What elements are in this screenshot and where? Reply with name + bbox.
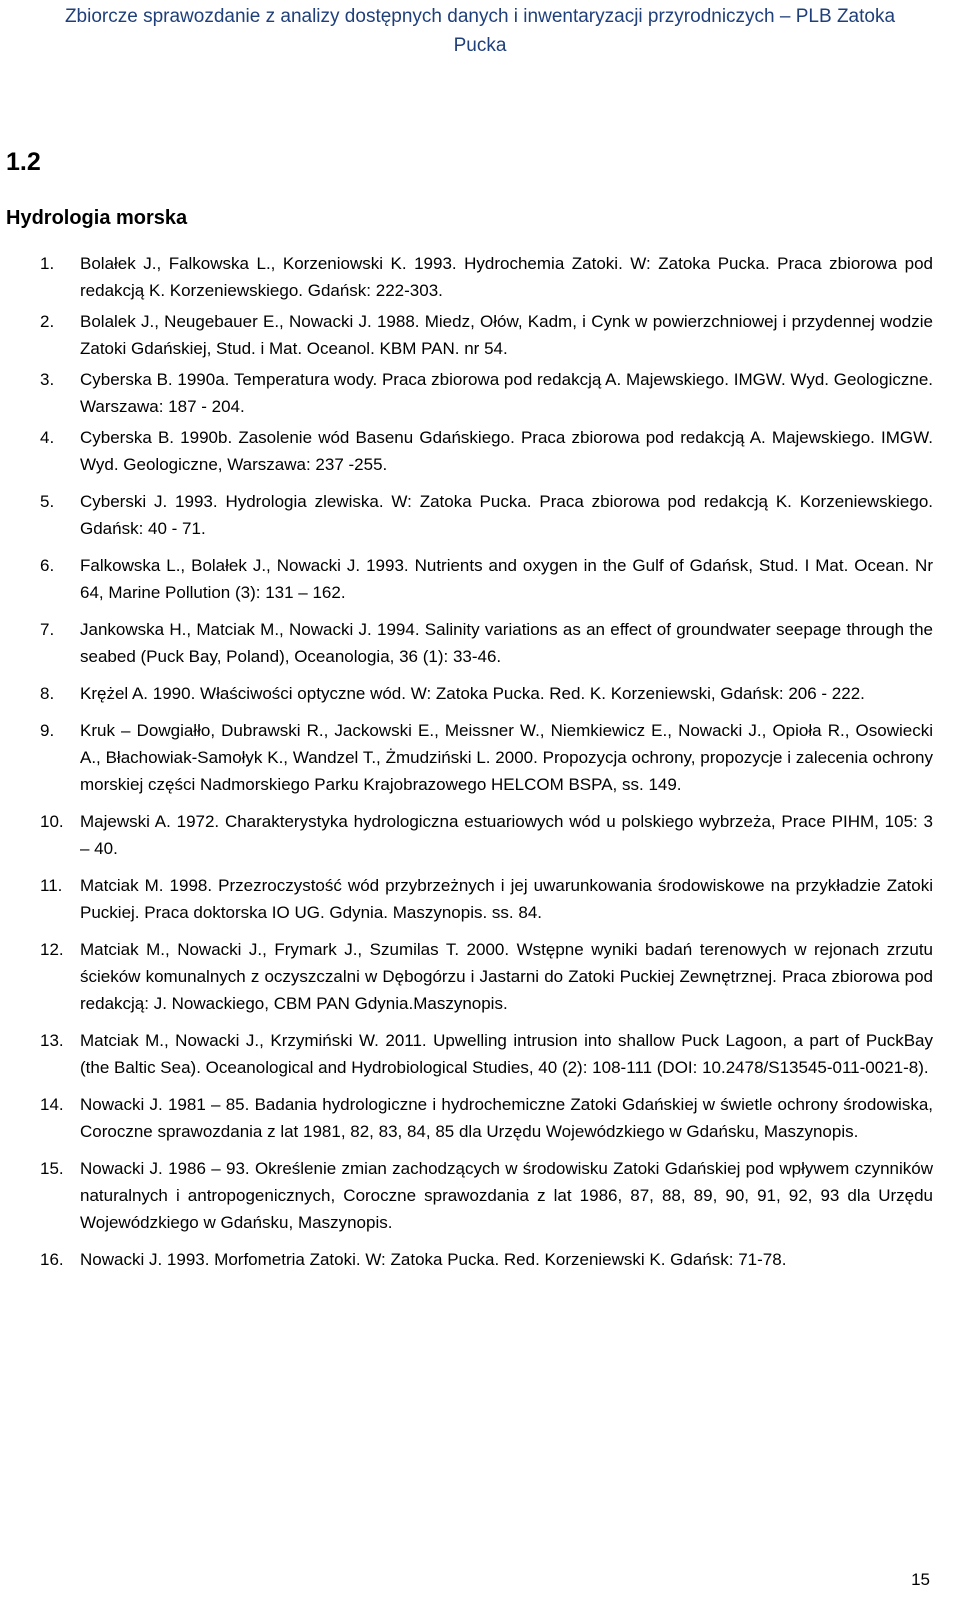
reference-list xyxy=(0,250,960,1283)
page-header xyxy=(0,0,960,60)
reference-text: Cyberska B. 1990a. Temperatura wody. Praca zbiorowa pod redakcją A. Majewskiego. IMGW. Wyd. Geologiczne. Warszawa: 187 - 204. xyxy=(80,370,933,416)
reference-item-12 xyxy=(0,936,960,1017)
section-title: Hydrologia morska xyxy=(6,207,188,229)
reference-item-3 xyxy=(0,366,960,420)
reference-item-8 xyxy=(0,680,960,707)
reference-text: Majewski A. 1972. Charakterystyka hydrologiczna estuariowych wód u polskiego wybrzeża, Prace PIHM, 105: 3 – 40. xyxy=(80,812,933,858)
reference-text: Falkowska L., Bolałek J., Nowacki J. 1993. Nutrients and oxygen in the Gulf of Gdańsk, Stud. I Mat. Ocean. Nr 64, Marine Pollution (3): 131 – 162. xyxy=(80,556,933,602)
header-line-2: Pucka xyxy=(453,35,507,56)
reference-number: 7. xyxy=(40,620,55,639)
reference-number: 11. xyxy=(40,876,63,895)
reference-text: Matciak M. 1998. Przezroczystość wód przybrzeżnych i jej uwarunkowania środowiskowe na przykładzie Zatoki Puckiej. Praca doktorska IO UG. Gdynia. Maszynopis. ss. 84. xyxy=(80,876,933,922)
page-number: 15 xyxy=(911,1570,930,1589)
reference-item-5 xyxy=(0,488,960,542)
reference-text: Krężel A. 1990. Właściwości optyczne wód. W: Zatoka Pucka. Red. K. Korzeniewski, Gdańsk: 206 - 222. xyxy=(80,684,865,703)
header-line-1: Zbiorcze sprawozdanie z analizy dostępnych danych i inwentaryzacji przyrodniczych – PLB Zatoka xyxy=(64,6,896,27)
reference-number: 15. xyxy=(40,1159,64,1178)
reference-text: Bolałek J., Falkowska L., Korzeniowski K. 1993. Hydrochemia Zatoki. W: Zatoka Pucka. Praca zbiorowa pod redakcją K. Korzeniewskiego. Gdańsk: 222-303. xyxy=(80,254,933,300)
reference-item-13 xyxy=(0,1027,960,1081)
reference-item-2 xyxy=(0,308,960,362)
reference-text: Bolalek J., Neugebauer E., Nowacki J. 1988. Miedz, Ołów, Kadm, i Cynk w powierzchniowej i przydennej wodzie Zatoki Gdańskiej, Stud. i Mat. Oceanol. KBM PAN. nr 54. xyxy=(80,312,933,358)
reference-item-1 xyxy=(0,250,960,304)
reference-number: 9. xyxy=(40,721,55,740)
section-number: 1.2 xyxy=(6,148,41,176)
reference-item-4 xyxy=(0,424,960,478)
reference-item-11 xyxy=(0,872,960,926)
reference-text: Cyberska B. 1990b. Zasolenie wód Basenu Gdańskiego. Praca zbiorowa pod redakcją A. Majewskiego. IMGW. Wyd. Geologiczne, Warszawa: 237 -255. xyxy=(80,428,933,474)
reference-item-6 xyxy=(0,552,960,606)
reference-number: 4. xyxy=(40,428,55,447)
reference-number: 13. xyxy=(40,1031,64,1050)
reference-text: Kruk – Dowgiałło, Dubrawski R., Jackowski E., Meissner W., Niemkiewicz E., Nowacki J., Opioła R., Osowiecki A., Błachowiak-Samołyk K., Wandzel T., Żmudziński L. 2000. Propozycja ochrony, propozycje i zalecenia ochrony morskiej części Nadmorskiego Parku Krajobrazowego HELCOM BSPA, ss. 149. xyxy=(80,721,933,794)
reference-item-14 xyxy=(0,1091,960,1145)
reference-number: 5. xyxy=(40,492,55,511)
reference-text: Matciak M., Nowacki J., Krzymiński W. 2011. Upwelling intrusion into shallow Puck Lagoon, a part of PuckBay (the Baltic Sea). Oceanological and Hydrobiological Studies, 40 (2): 108-111 (DOI: 10.2478/S13545-011-0021-8). xyxy=(80,1031,933,1077)
reference-number: 1. xyxy=(40,254,55,273)
reference-text: Nowacki J. 1981 – 85. Badania hydrologiczne i hydrochemiczne Zatoki Gdańskiej w świetle ochrony środowiska, Coroczne sprawozdania z lat 1981, 82, 83, 84, 85 dla Urzędu Wojewódzkiego w Gdańsku, Maszynopis. xyxy=(80,1095,933,1141)
reference-number: 2. xyxy=(40,312,55,331)
reference-number: 3. xyxy=(40,370,55,389)
reference-number: 12. xyxy=(40,940,64,959)
reference-item-7 xyxy=(0,616,960,670)
reference-number: 14. xyxy=(40,1095,64,1114)
reference-text: Nowacki J. 1986 – 93. Określenie zmian zachodzących w środowisku Zatoki Gdańskiej pod wpływem czynników naturalnych i antropogenicznych, Coroczne sprawozdania z lat 1986, 87, 88, 89, 90, 91, 92, 93 dla Urzędu Wojewódzkiego w Gdańsku, Maszynopis. xyxy=(80,1159,933,1232)
reference-number: 8. xyxy=(40,684,55,703)
reference-item-10 xyxy=(0,808,960,862)
reference-item-15 xyxy=(0,1155,960,1236)
reference-number: 16. xyxy=(40,1250,64,1269)
reference-number: 6. xyxy=(40,556,55,575)
reference-text: Matciak M., Nowacki J., Frymark J., Szumilas T. 2000. Wstępne wyniki badań terenowych w rejonach zrzutu ścieków komunalnych z oczyszczalni w Dębogórzu i Jastarni do Zatoki Puckiej Zewnętrznej. Praca zbiorowa pod redakcją: J. Nowackiego, CBM PAN Gdynia.Maszynopis. xyxy=(80,940,933,1013)
reference-text: Nowacki J. 1993. Morfometria Zatoki. W: Zatoka Pucka. Red. Korzeniewski K. Gdańsk: 71-78. xyxy=(80,1250,787,1269)
reference-number: 10. xyxy=(40,812,64,831)
reference-item-9 xyxy=(0,717,960,798)
reference-text: Cyberski J. 1993. Hydrologia zlewiska. W: Zatoka Pucka. Praca zbiorowa pod redakcją K. Korzeniewskiego. Gdańsk: 40 - 71. xyxy=(80,492,933,538)
reference-text: Jankowska H., Matciak M., Nowacki J. 1994. Salinity variations as an effect of groundwater seepage through the seabed (Puck Bay, Poland), Oceanologia, 36 (1): 33-46. xyxy=(80,620,933,666)
reference-item-16 xyxy=(0,1246,960,1273)
